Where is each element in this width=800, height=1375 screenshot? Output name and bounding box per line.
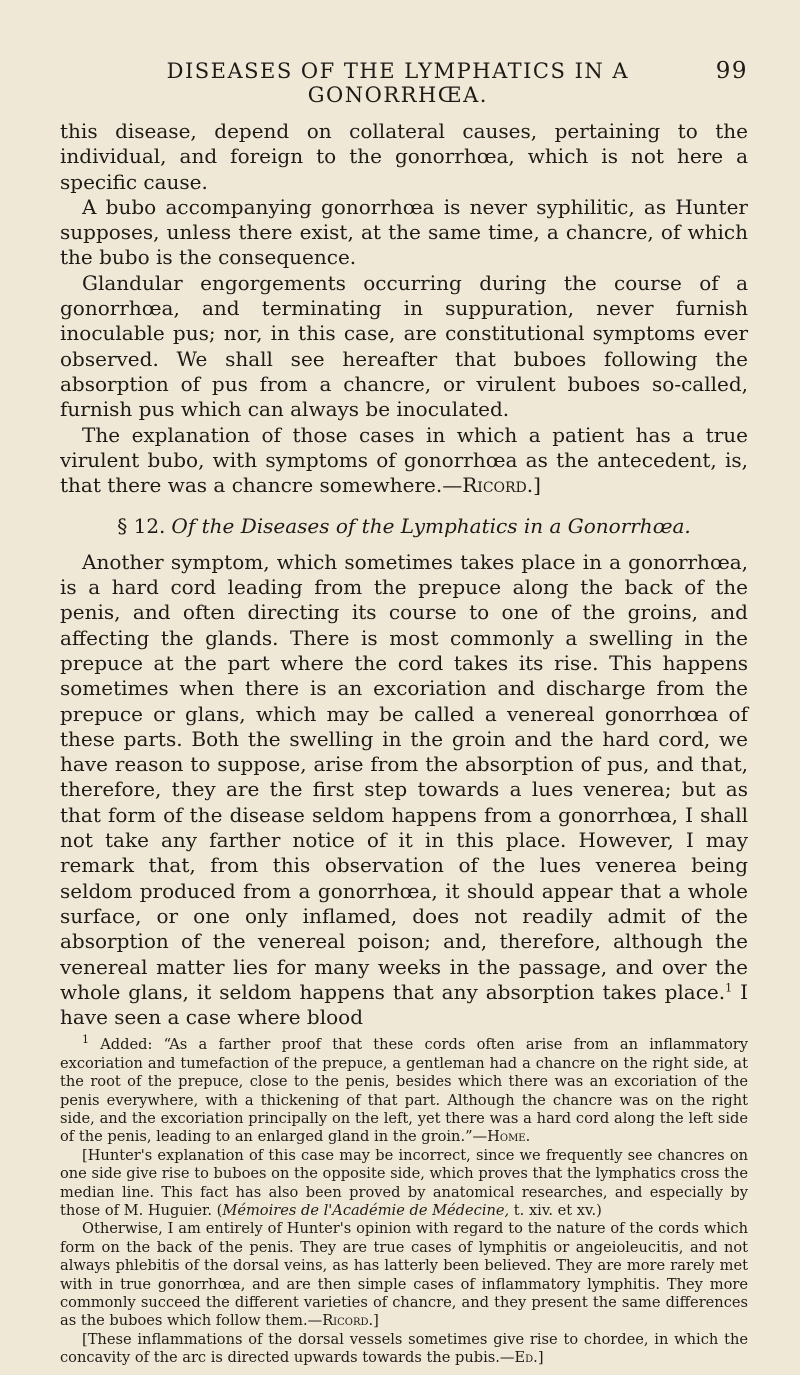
paragraph-2: A bubo accompanying gonorrhœa is never syphilitic, as Hunter supposes, unless there exist, at the same time, a chancre, of which the bubo is the consequence. (60, 194, 748, 270)
footnote-4-close: ] (537, 1349, 544, 1367)
footnote-4 (60, 1331, 748, 1368)
footnote-ref: 1 (725, 981, 733, 995)
footnote-3-signature: Ricord. (322, 1312, 374, 1330)
paragraph-4-close: ] (533, 473, 541, 498)
footnote-2-citation-tail: t. xiv. et xv.) (509, 1202, 602, 1220)
body-text (60, 119, 748, 1030)
footnote-2 (60, 1147, 748, 1221)
footnote-4-text: [These inflammations of the dorsal vessels sometimes give rise to chordee, in which the concavity of the arc is directed upwards towards the pubis.— (60, 1330, 748, 1367)
paragraph-1: this disease, depend on collateral causes, pertaining to the individual, and foreign to the gonorrhœa, which is not here a specific cause. (60, 119, 748, 194)
footnote-1-text: Added: “As a farther proof that these cords often arise from an inflammatory excoriation and tumefaction of the prepuce, a gentleman had a chancre on the right side, at the root of the prepuce, close to the penis, besides which there was an excoriation of the penis everywhere, with a thickening of that part. Although the chancre was on the right side, and the excoriation principally on the left, yet there was a hard cord along the left side of the penis, leading to an enlarged gland in the groin.”— (60, 1036, 748, 1146)
paragraph-4-text: The explanation of those cases in which a patient has a true virulent bubo, with symptoms of gonorrhœa as the antecedent, is, that there was a chancre somewhere.— (60, 422, 748, 498)
section-number: § 12. (117, 514, 166, 539)
paragraph-3: Glandular engorgements occurring during the course of a gonorrhœa, and terminating in suppuration, never furnish inoculable pus; nor, in this case, are constitutional symptoms ever observed. We shall see hereafter that buboes following the absorption of pus from a chancre, or virulent buboes so-called, furnish pus which can always be inoculated. (60, 270, 748, 422)
footnotes (60, 1033, 748, 1367)
footnote-1 (60, 1033, 748, 1146)
running-head (60, 58, 748, 107)
section-paragraph-tail: I have seen a case where blood (60, 979, 748, 1030)
paragraph-4-signature: Ricord. (462, 473, 534, 498)
footnote-4-signature: Ed. (514, 1349, 538, 1367)
page-number: 99 (715, 58, 748, 84)
footnote-3-text: Otherwise, I am entirely of Hunter's opinion with regard to the nature of the cords which form on the back of the penis. They are true cases of lymphitis or angeioleucitis, and not always phlebitis of the dorsal veins, as has latterly been believed. They are more rarely met with in true gonorrhœa, and are then simple cases of inflammatory lymphitis. They more commonly succeed the different varieties of chancre, and they present the same differences as the buboes which follow them.— (60, 1220, 748, 1330)
footnote-2-text: [Hunter's explanation of this case may be incorrect, since we frequently see chancres on one side give rise to buboes on the opposite side, which proves that the lymphatics cross the median line. This fact has also been proved by anatomical researches, and especially by those of M. Huguier. ( (60, 1146, 748, 1220)
footnote-1-signature: Home. (487, 1128, 531, 1146)
section-paragraph-main: Another symptom, which sometimes takes place in a gonorrhœa, is a hard cord leading from the prepuce along the back of the penis, and often directing its course to one of the groins, and affecting the glands. There is most commonly a swelling in the prepuce at the part where the cord takes its rise. This happens sometimes when there is an excoriation and discharge from the prepuce or glans, which may be called a venereal gonorrhœa of these parts. Both the swelling in the groin and the hard cord, we have reason to suppose, arise from the absorption of pus, and that, therefore, they are the first step towards a lues venerea; but as that form of the disease seldom happens from a gonorrhœa, I shall not take any farther notice of it in this place. However, I may remark that, from this observation of the lues venerea being seldom produced from a gonorrhœa, it should appear that a whole surface, or one only inflamed, does not readily admit of the absorption of the venereal poison; and, therefore, although the venereal matter lies for many weeks in the passage, and over the whole glans, it seldom happens that any absorption takes place. (60, 549, 748, 1004)
section-paragraph (60, 550, 748, 1031)
footnote-1-marker: 1 (82, 1033, 89, 1047)
footnote-3 (60, 1220, 748, 1330)
paragraph-4 (60, 423, 748, 499)
running-head-title: DISEASES OF THE LYMPHATICS IN A GONORRHŒA. (166, 59, 630, 107)
section-title: Of the Diseases of the Lymphatics in a Gonorrhœa. (171, 514, 691, 539)
footnote-3-close: ] (373, 1312, 379, 1330)
footnote-2-citation: Mémoires de l'Académie de Médecine, (222, 1202, 510, 1220)
section-heading (60, 514, 748, 539)
